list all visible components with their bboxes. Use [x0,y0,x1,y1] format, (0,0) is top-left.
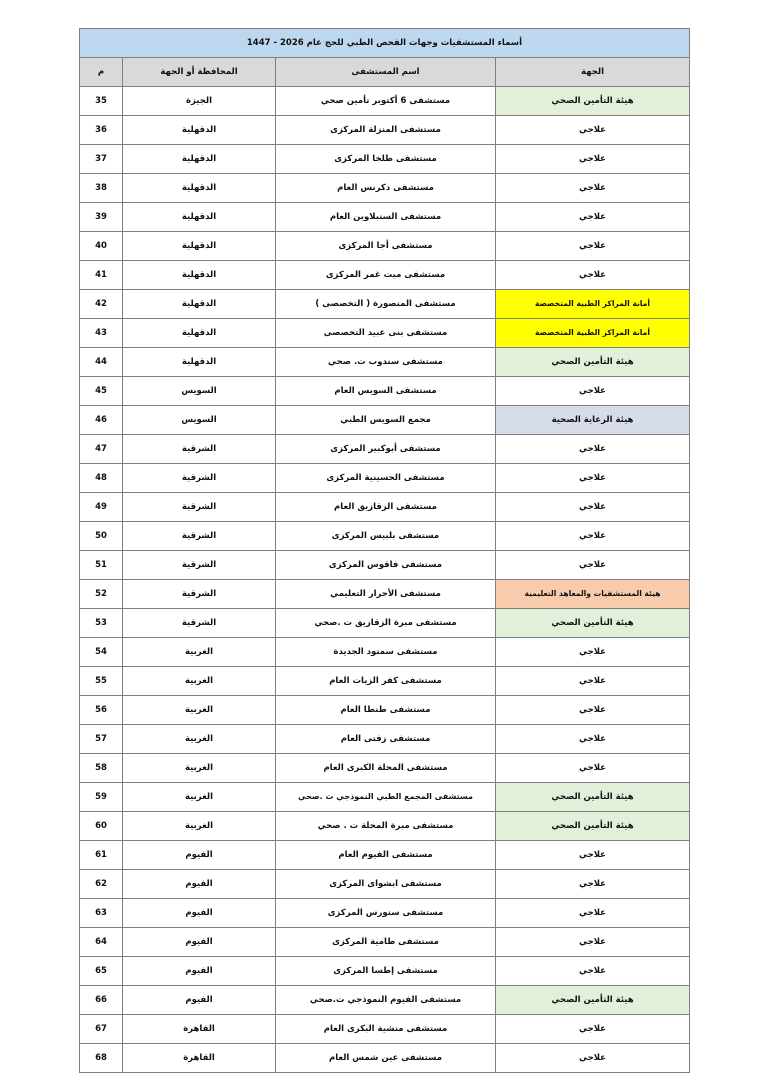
cell-authority: علاجي [496,493,690,522]
cell-authority: علاجي [496,1044,690,1073]
cell-authority: أمانة المراكز الطبية المتخصصة [496,290,690,319]
table-title-row [79,29,689,58]
cell-hospital-name: مستشفى كفر الزيات العام [276,667,496,696]
cell-authority: هيئة التأمين الصحي [496,986,690,1015]
cell-row-number: 65 [79,957,122,986]
table-row [79,725,689,754]
cell-authority: علاجي [496,377,690,406]
table-body [79,87,689,1073]
table-row [79,1015,689,1044]
cell-row-number: 41 [79,261,122,290]
table-row [79,493,689,522]
cell-row-number: 67 [79,1015,122,1044]
cell-hospital-name: مستشفى مبرة الزقازيق ت .صحي [276,609,496,638]
cell-governorate: الغربية [123,638,276,667]
cell-authority: علاجي [496,899,690,928]
cell-authority: علاجي [496,203,690,232]
table-row [79,609,689,638]
cell-governorate: الشرقية [123,493,276,522]
cell-row-number: 44 [79,348,122,377]
cell-authority: علاجي [496,754,690,783]
cell-hospital-name: مستشفى ابشواى المركزى [276,870,496,899]
cell-row-number: 60 [79,812,122,841]
cell-hospital-name: مستشفى عين شمس العام [276,1044,496,1073]
cell-row-number: 59 [79,783,122,812]
cell-row-number: 57 [79,725,122,754]
cell-governorate: الشرقية [123,435,276,464]
cell-hospital-name: مستشفى الفيوم العام [276,841,496,870]
cell-row-number: 46 [79,406,122,435]
cell-row-number: 40 [79,232,122,261]
table-row [79,1044,689,1073]
cell-hospital-name: مستشفى طنطا العام [276,696,496,725]
cell-governorate: الدقهلية [123,348,276,377]
table-row [79,754,689,783]
cell-hospital-name: مستشفى المحلة الكبرى العام [276,754,496,783]
cell-hospital-name: مستشفى سندوب ت. صحي [276,348,496,377]
cell-governorate: الفيوم [123,928,276,957]
cell-row-number: 39 [79,203,122,232]
cell-hospital-name: مستشفى الحسينية المركزى [276,464,496,493]
cell-governorate: الشرقية [123,580,276,609]
cell-row-number: 55 [79,667,122,696]
table-row [79,522,689,551]
table-row [79,348,689,377]
cell-hospital-name: مستشفى بنى عبيد التخصصى [276,319,496,348]
cell-governorate: الغربية [123,725,276,754]
cell-hospital-name: مستشفى الأحرار التعليمي [276,580,496,609]
cell-hospital-name: مستشفى دكرنس العام [276,174,496,203]
cell-governorate: الدقهلية [123,116,276,145]
cell-authority: علاجي [496,522,690,551]
column-header-governorate: المحافظة أو الجهة [123,58,276,87]
cell-row-number: 45 [79,377,122,406]
cell-authority: علاجي [496,551,690,580]
hospitals-table-container [80,28,690,1073]
cell-authority: علاجي [496,928,690,957]
cell-authority: علاجي [496,174,690,203]
cell-authority: علاجي [496,957,690,986]
cell-row-number: 50 [79,522,122,551]
cell-row-number: 47 [79,435,122,464]
cell-governorate: الجيزة [123,87,276,116]
cell-governorate: القاهرة [123,1015,276,1044]
table-row [79,87,689,116]
cell-row-number: 37 [79,145,122,174]
cell-authority: هيئة المستشفيات والمعاهد التعليمية [496,580,690,609]
table-row [79,174,689,203]
table-row [79,319,689,348]
cell-row-number: 63 [79,899,122,928]
cell-row-number: 61 [79,841,122,870]
cell-row-number: 58 [79,754,122,783]
cell-authority: علاجي [496,145,690,174]
cell-governorate: الغربية [123,812,276,841]
cell-authority: هيئة التأمين الصحي [496,609,690,638]
cell-governorate: القاهرة [123,1044,276,1073]
cell-row-number: 36 [79,116,122,145]
table-row [79,580,689,609]
cell-authority: علاجي [496,232,690,261]
cell-hospital-name: مستشفى أجا المركزى [276,232,496,261]
cell-hospital-name: مستشفى طلخا المركزى [276,145,496,174]
table-row [79,290,689,319]
cell-governorate: الدقهلية [123,203,276,232]
cell-hospital-name: مستشفى طامية المركزى [276,928,496,957]
cell-row-number: 62 [79,870,122,899]
cell-authority: علاجي [496,725,690,754]
cell-hospital-name: مستشفى السنبلاوين العام [276,203,496,232]
table-row [79,435,689,464]
cell-governorate: الدقهلية [123,290,276,319]
cell-row-number: 35 [79,87,122,116]
cell-authority: علاجي [496,261,690,290]
cell-row-number: 48 [79,464,122,493]
cell-authority: علاجي [496,116,690,145]
cell-authority: هيئة التأمين الصحي [496,812,690,841]
cell-authority: علاجي [496,435,690,464]
cell-authority: علاجي [496,667,690,696]
column-header-num: م [79,58,122,87]
cell-hospital-name: مستشفى الفيوم النموذجي ت.صحي [276,986,496,1015]
cell-row-number: 38 [79,174,122,203]
table-header-row [79,58,689,87]
cell-governorate: الشرقية [123,551,276,580]
table-row [79,783,689,812]
table-row [79,638,689,667]
cell-hospital-name: مستشفى إطسا المركزى [276,957,496,986]
cell-governorate: الغربية [123,696,276,725]
cell-governorate: الفيوم [123,957,276,986]
cell-authority: هيئة التأمين الصحي [496,87,690,116]
table-row [79,870,689,899]
cell-governorate: الغربية [123,783,276,812]
table-row [79,841,689,870]
table-row [79,145,689,174]
cell-authority: علاجي [496,870,690,899]
table-row [79,464,689,493]
cell-row-number: 53 [79,609,122,638]
cell-row-number: 56 [79,696,122,725]
table-row [79,696,689,725]
cell-authority: علاجي [496,696,690,725]
cell-hospital-name: مستشفى فاقوس المركزى [276,551,496,580]
cell-hospital-name: مستشفى سنورس المركزى [276,899,496,928]
cell-hospital-name: مستشفى المجمع الطبي النموذجي ت .صحي [276,783,496,812]
table-row [79,261,689,290]
cell-governorate: الشرقية [123,609,276,638]
cell-governorate: الفيوم [123,899,276,928]
cell-governorate: الشرقية [123,522,276,551]
cell-hospital-name: مستشفى مبرة المحلة ت . صحي [276,812,496,841]
cell-hospital-name: مجمع السويس الطبي [276,406,496,435]
cell-hospital-name: مستشفى سمنود الجديدة [276,638,496,667]
table-row [79,551,689,580]
cell-row-number: 52 [79,580,122,609]
cell-row-number: 42 [79,290,122,319]
cell-hospital-name: مستشفى المنزلة المركزى [276,116,496,145]
column-header-authority: الجهة [496,58,690,87]
table-row [79,812,689,841]
table-row [79,928,689,957]
page-title: أسماء المستشفيات وجهات الفحص الطبي للحج عام 2026 - 1447 [79,29,689,58]
cell-governorate: السويس [123,377,276,406]
cell-hospital-name: مستشفى الزقازيق العام [276,493,496,522]
table-row [79,203,689,232]
cell-row-number: 49 [79,493,122,522]
cell-governorate: الدقهلية [123,174,276,203]
cell-hospital-name: مستشفى أبوكبير المركزى [276,435,496,464]
table-row [79,957,689,986]
cell-governorate: الدقهلية [123,261,276,290]
cell-authority: علاجي [496,638,690,667]
cell-governorate: الدقهلية [123,319,276,348]
cell-governorate: الغربية [123,754,276,783]
cell-authority: هيئة الرعاية الصحية [496,406,690,435]
table-row [79,899,689,928]
column-header-hospital: اسم المستشفى [276,58,496,87]
cell-hospital-name: مستشفى 6 أكتوبر تأمين صحي [276,87,496,116]
cell-authority: هيئة التأمين الصحي [496,348,690,377]
cell-hospital-name: مستشفى بلبيس المركزى [276,522,496,551]
hospitals-table [79,28,690,1073]
cell-governorate: الفيوم [123,841,276,870]
cell-governorate: الدقهلية [123,232,276,261]
cell-row-number: 51 [79,551,122,580]
cell-hospital-name: مستشفى زفتى العام [276,725,496,754]
table-row [79,116,689,145]
cell-row-number: 54 [79,638,122,667]
cell-governorate: الغربية [123,667,276,696]
cell-row-number: 68 [79,1044,122,1073]
cell-row-number: 66 [79,986,122,1015]
cell-authority: هيئة التأمين الصحي [496,783,690,812]
table-row [79,667,689,696]
cell-hospital-name: مستشفى السويس العام [276,377,496,406]
table-row [79,232,689,261]
cell-authority: علاجي [496,464,690,493]
cell-governorate: الفيوم [123,986,276,1015]
cell-hospital-name: مستشفى ميت غمر المركزى [276,261,496,290]
cell-authority: علاجي [496,1015,690,1044]
cell-governorate: السويس [123,406,276,435]
cell-row-number: 64 [79,928,122,957]
cell-authority: علاجي [496,841,690,870]
cell-hospital-name: مستشفى المنصورة ( التخصصى ) [276,290,496,319]
table-row [79,377,689,406]
cell-hospital-name: مستشفى منشية البكرى العام [276,1015,496,1044]
cell-row-number: 43 [79,319,122,348]
cell-governorate: الفيوم [123,870,276,899]
cell-governorate: الدقهلية [123,145,276,174]
table-row [79,406,689,435]
table-row [79,986,689,1015]
cell-governorate: الشرقية [123,464,276,493]
cell-authority: أمانة المراكز الطبية المتخصصة [496,319,690,348]
